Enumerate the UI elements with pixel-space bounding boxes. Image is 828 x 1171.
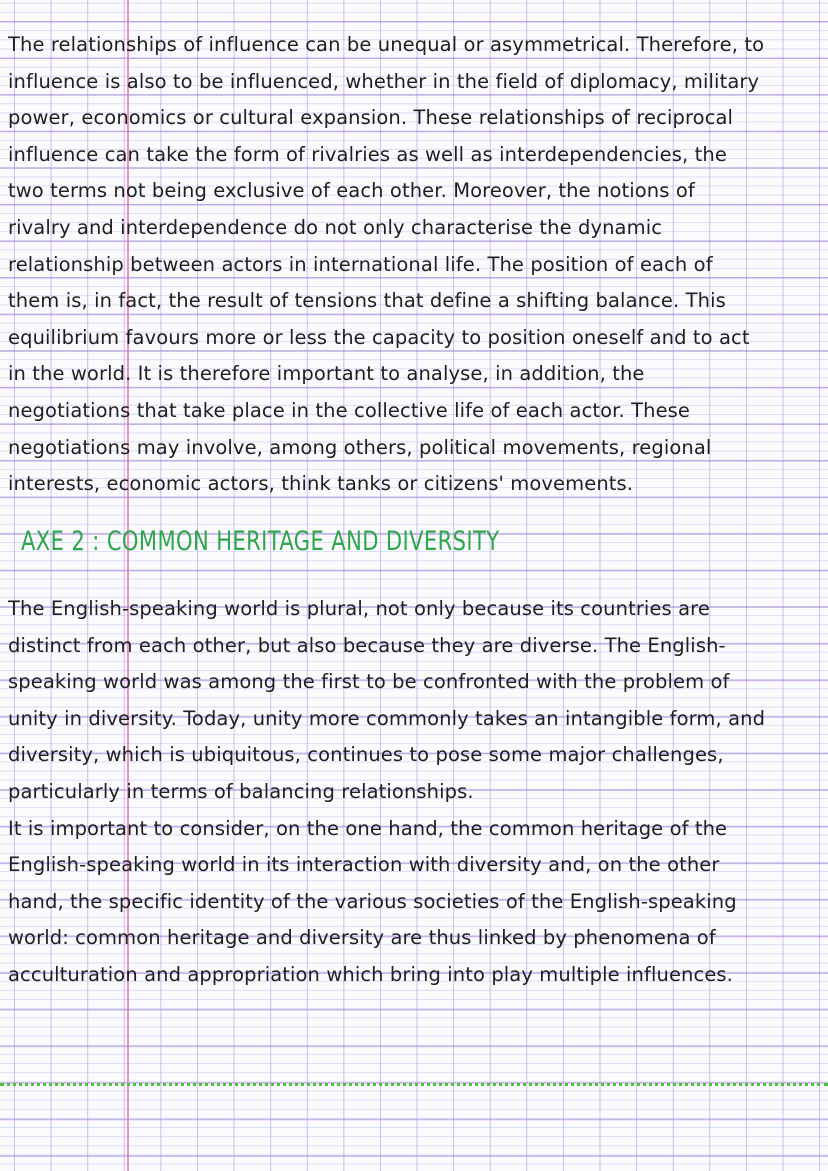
section-heading: AXE 2 : COMMON HERITAGE AND DIVERSITY [21, 526, 500, 557]
dotted-divider [0, 1083, 828, 1086]
body-paragraph-influence: The relationships of influence can be unequal or asymmetrical. Therefore, to influence is also to be influenced, whether in the field of diplomacy, military power, economics or cultural expansion. These relationships of reciprocal influence can take the form of rivalries as well as interdependencies, the two terms not being exclusive of each other. Moreover, the notions of rivalry and interdependence do not only characterise the dynamic relationship between actors in international life. The position of each of them is, in fact, the result of tensions that define a shifting balance. This equilibrium favours more or less the capacity to position oneself and to act in the world. It is therefore important to analyse, in addition, the negotiations that take place in the collective life of each actor. These negotiations may involve, among others, political movements, regional interests, economic actors, think tanks or citizens' movements. [8, 33, 765, 496]
body-paragraph-heritage: The English-speaking world is plural, not only because its countries are distinct from each other, but also because they are diverse. The English- speaking world was among the first to be confronted with the problem of unity in diversity. Today, unity more commonly takes an intangible form, and diversity, which is ubiquitous, continues to pose some major challenges, particularly in terms of balancing relationships. It is important to consider, on the one hand, the common heritage of the English-speaking world in its interaction with diversity and, on the other hand, the specific identity of the various societies of the English-speaking world: common heritage and diversity are thus linked by phenomena of acculturation and appropriation which bring into play multiple influences. [8, 597, 766, 986]
